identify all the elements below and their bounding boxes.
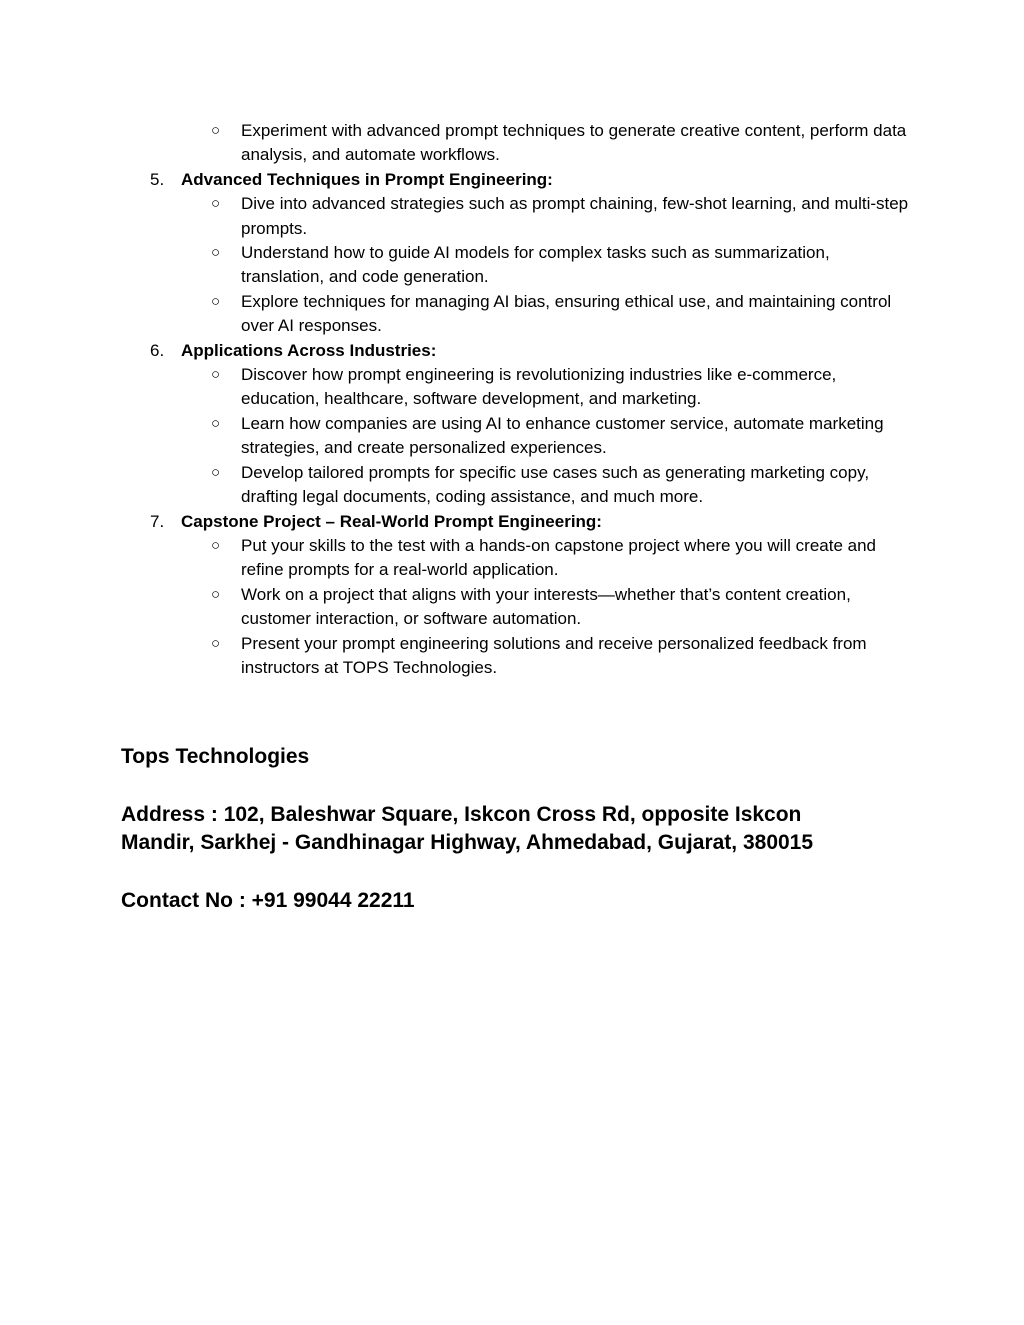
hollow-circle-bullet-icon: ○ [211,366,221,384]
address-line-1: Address : 102, Baleshwar Square, Iskcon Cross Rd, opposite Iskcon [121,802,802,826]
sub-list-item [121,119,911,168]
sub-list-item [121,461,911,510]
numbered-section-5 [121,168,911,192]
sub-list-item-text: Learn how companies are using AI to enhance customer service, automate marketing strategies, and create personalized experiences. [241,413,884,458]
contact-number: Contact No : +91 99044 22211 [121,888,415,912]
hollow-circle-bullet-icon: ○ [211,536,221,554]
section-5-sub-list [121,192,911,338]
company-address [121,801,921,858]
hollow-circle-bullet-icon: ○ [211,195,221,213]
sub-list-item-text: Develop tailored prompts for specific use cases such as generating marketing copy, drafting legal documents, coding assistance, and much more. [241,462,870,507]
sub-list-item [121,412,911,461]
sub-list-item [121,534,911,583]
section-7-sub-list [121,534,911,680]
section-title: Advanced Techniques in Prompt Engineering: [181,169,553,189]
sub-list-item-text: Explore techniques for managing AI bias, ensuring ethical use, and maintaining control over AI responses. [241,291,892,336]
hollow-circle-bullet-icon: ○ [211,292,221,310]
hollow-circle-bullet-icon: ○ [211,634,221,652]
contact-footer [121,743,921,915]
sub-list-item-text: Present your prompt engineering solutions and receive personalized feedback from instructors at TOPS Technologies. [241,633,867,677]
course-outline [121,119,911,680]
sub-list-item [121,192,911,241]
hollow-circle-bullet-icon: ○ [211,122,221,139]
hollow-circle-bullet-icon: ○ [211,463,221,481]
section-number: 7. [150,511,165,531]
section-title: Applications Across Industries: [181,340,437,360]
address-line-2: Mandir, Sarkhej - Gandhinagar Highway, Ahmedabad, Gujarat, 380015 [121,831,814,854]
sub-list-item [121,290,911,339]
sub-list-item-text: Experiment with advanced prompt techniques to generate creative content, perform data analysis, and automate workflows. [241,121,907,165]
numbered-section-7 [121,510,911,534]
section-number: 5. [150,169,165,189]
sub-list-item-text: Put your skills to the test with a hands-on capstone project where you will create and refine prompts for a real-world application. [241,535,877,580]
sub-list-item-text: Understand how to guide AI models for complex tasks such as summarization, translation, and code generation. [241,243,830,287]
sub-list-item-text: Discover how prompt engineering is revolutionizing industries like e-commerce, education, healthcare, software development, and marketing. [241,365,837,409]
numbered-section-6 [121,339,911,363]
sub-list-item [121,632,911,681]
sub-list-item-text: Work on a project that aligns with your interests—whether that’s content creation, customer interaction, or software automation. [241,584,851,629]
hollow-circle-bullet-icon: ○ [211,244,221,262]
company-name: Tops Technologies [121,745,310,768]
continued-sub-list [121,119,911,168]
sub-list-item [121,241,911,290]
sub-list-item-text: Dive into advanced strategies such as prompt chaining, few-shot learning, and multi-step prompts. [241,194,909,238]
hollow-circle-bullet-icon: ○ [211,414,221,432]
sub-list-item [121,583,911,632]
section-title: Capstone Project – Real-World Prompt Engineering: [181,511,602,531]
sub-list-item [121,363,911,412]
section-6-sub-list [121,363,911,509]
section-number: 6. [150,340,165,360]
hollow-circle-bullet-icon: ○ [211,585,221,603]
